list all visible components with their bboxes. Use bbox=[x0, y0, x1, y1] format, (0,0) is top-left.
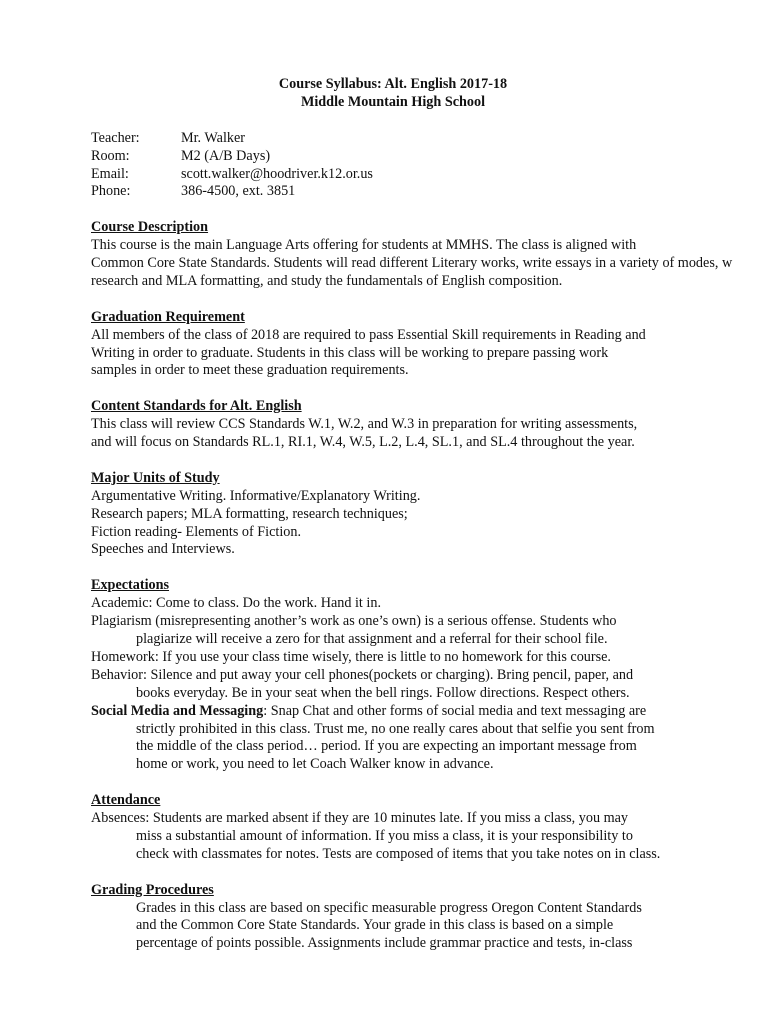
behavior-continuation: books everyday. Be in your seat when the bell rings. Follow directions. Respect others. bbox=[136, 684, 630, 701]
expectations-section bbox=[91, 577, 770, 774]
graduation-section bbox=[91, 309, 770, 381]
email-label: Email: bbox=[91, 165, 129, 182]
paragraph-line: Common Core State Standards. Students will read different Literary works, write essays in a variety of modes, w bbox=[91, 255, 733, 272]
paragraph-line: samples in order to meet these graduation requirements. bbox=[91, 362, 409, 379]
social-media-continuation: strictly prohibited in this class. Trust me, no one really cares about that selfie you sent from bbox=[136, 720, 655, 737]
section-heading: Major Units of Study bbox=[91, 469, 220, 486]
teacher-value: Mr. Walker bbox=[181, 129, 246, 146]
phone-label: Phone: bbox=[91, 183, 131, 200]
syllabus-page bbox=[91, 76, 770, 953]
list-item: Argumentative Writing. Informative/Explanatory Writing. bbox=[91, 487, 421, 504]
major-units-section bbox=[91, 470, 770, 560]
attendance-section bbox=[91, 792, 770, 864]
paragraph-line: and will focus on Standards RL.1, RI.1, W.4, W.5, L.2, L.4, SL.1, and SL.4 throughout the year. bbox=[91, 434, 635, 451]
section-heading: Attendance bbox=[91, 792, 161, 809]
absences-text: Absences: Students are marked absent if they are 10 minutes late. If you miss a class, you may bbox=[91, 810, 629, 827]
section-heading: Grading Procedures bbox=[91, 881, 214, 898]
social-media-continuation: the middle of the class period… period. If you are expecting an important message from bbox=[136, 738, 637, 755]
room-label: Room: bbox=[91, 147, 130, 164]
section-heading: Course Description bbox=[91, 219, 209, 236]
absences-continuation: miss a substantial amount of information. If you miss a class, it is your responsibility to bbox=[136, 827, 633, 844]
social-media-continuation: home or work, you need to let Coach Walker know in advance. bbox=[136, 756, 494, 773]
grading-section bbox=[91, 882, 770, 954]
paragraph-line: This class will review CCS Standards W.1, W.2, and W.3 in preparation for writing assessments, bbox=[91, 416, 638, 433]
social-media-expectation bbox=[91, 703, 770, 721]
list-item: Fiction reading- Elements of Fiction. bbox=[91, 523, 302, 540]
school-name: Middle Mountain High School bbox=[300, 93, 486, 110]
plagiarism-expectation: Plagiarism (misrepresenting another’s work as one’s own) is a serious offense. Students who bbox=[91, 613, 617, 630]
teacher-label: Teacher: bbox=[91, 129, 140, 146]
course-description-section bbox=[91, 219, 770, 291]
absences-continuation: check with classmates for notes. Tests are composed of items that you take notes on in class. bbox=[136, 845, 661, 862]
teacher-row bbox=[91, 130, 770, 148]
list-item: Speeches and Interviews. bbox=[91, 541, 235, 558]
email-row bbox=[91, 166, 770, 184]
room-row bbox=[91, 148, 770, 166]
paragraph-line: and the Common Core State Standards. Your grade in this class is based on a simple bbox=[136, 917, 614, 934]
title-line: Course Syllabus: Alt. English 2017-18 bbox=[278, 76, 508, 92]
list-item: Research papers; MLA formatting, research techniques; bbox=[91, 505, 408, 522]
contact-info bbox=[91, 130, 770, 202]
paragraph-line: All members of the class of 2018 are required to pass Essential Skill requirements in Reading and bbox=[91, 326, 646, 343]
section-heading: Content Standards for Alt. English bbox=[91, 398, 302, 415]
paragraph-line: percentage of points possible. Assignments include grammar practice and tests, in-class bbox=[136, 935, 633, 952]
email-value: scott.walker@hoodriver.k12.or.us bbox=[181, 165, 373, 182]
room-value: M2 (A/B Days) bbox=[181, 147, 271, 164]
content-standards-section bbox=[91, 398, 770, 452]
social-media-label: Social Media and Messaging bbox=[91, 702, 264, 719]
document-title bbox=[91, 76, 695, 112]
social-media-text: : Snap Chat and other forms of social media and text messaging are bbox=[263, 702, 647, 719]
paragraph-line: research and MLA formatting, and study the fundamentals of English composition. bbox=[91, 272, 563, 289]
behavior-expectation: Behavior: Silence and put away your cell phones(pockets or charging). Bring pencil, paper, and bbox=[91, 666, 634, 683]
section-heading: Expectations bbox=[91, 577, 170, 594]
plagiarism-continuation: plagiarize will receive a zero for that assignment and a referral for their school file. bbox=[136, 631, 608, 647]
academic-expectation: Academic: Come to class. Do the work. Hand it in. bbox=[91, 595, 381, 612]
homework-expectation: Homework: If you use your class time wisely, there is little to no homework for this course. bbox=[91, 648, 611, 665]
paragraph-line: This course is the main Language Arts offering for students at MMHS. The class is aligned with bbox=[91, 237, 637, 254]
paragraph-line: Grades in this class are based on specific measurable progress Oregon Content Standards bbox=[136, 899, 642, 916]
phone-value: 386-4500, ext. 3851 bbox=[181, 183, 296, 200]
section-heading: Graduation Requirement bbox=[91, 308, 245, 325]
paragraph-line: Writing in order to graduate. Students in this class will be working to prepare passing work bbox=[91, 344, 609, 361]
phone-row bbox=[91, 183, 770, 201]
